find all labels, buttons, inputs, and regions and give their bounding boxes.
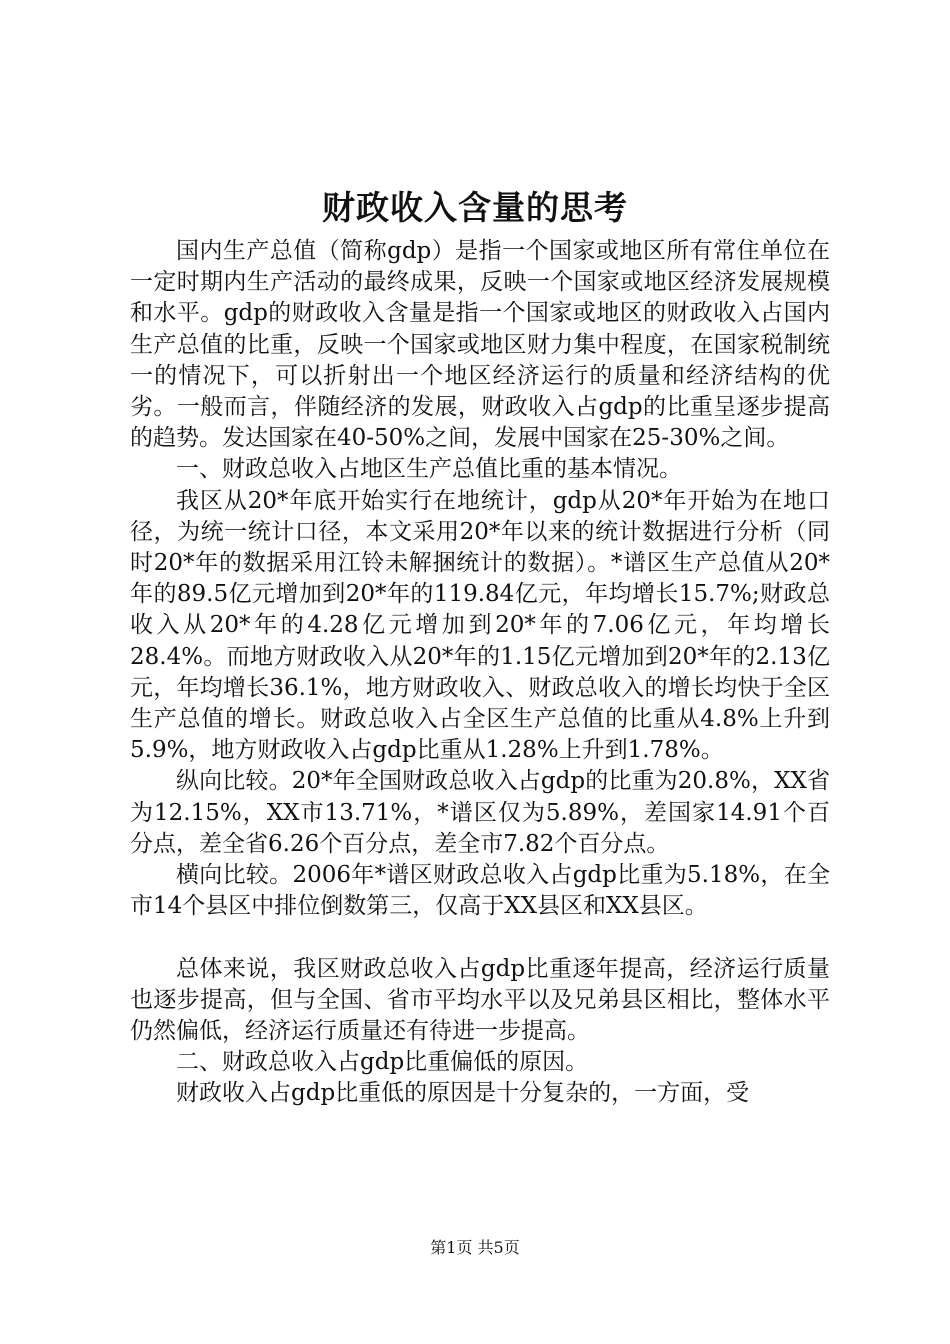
paragraph-vertical-comparison: 纵向比较。20*年全国财政总收入占gdp的比重为20.8%，XX省为12.15%，XX市13.71%，*谱区仅为5.89%，差国家14.91个百分点，差全省6.26个百分点，差全市7.82个百分点。: [130, 768, 830, 857]
section-heading-1: 一、财政总收入占地区生产总值比重的基本情况。: [176, 456, 682, 483]
paragraph-intro: 国内生产总值（简称gdp）是指一个国家或地区所有常住单位在一定时期内生产活动的最终成果，反映一个国家或地区经济发展规模和水平。gdp的财政收入含量是指一个国家或地区的财政收入占国内生产总值的比重，反映一个国家或地区财力集中程度，在国家税制统一的情况下，可以折射出一个地区经济运行的质量和经济结构的优劣。一般而言，伴随经济的发展，财政收入占gdp的比重呈逐步提高的趋势。发达国家在40-50%之间，发展中国家在25-30%之间。: [130, 238, 830, 452]
section-heading-2: 二、财政总收入占gdp比重偏低的原因。: [176, 1049, 589, 1076]
document-title: 财政收入含量的思考: [322, 188, 628, 227]
paragraph-causes: 财政收入占gdp比重低的原因是十分复杂的，一方面，受: [176, 1080, 750, 1107]
paragraph-statistics: 我区从20*年底开始实行在地统计，gdp从20*年开始为在地口径，为统一统计口径，本文采用20*年以来的统计数据进行分析（同时20*年的数据采用江铃未解捆统计的数据）。*谱区生产总值从20*年的89.5亿元增加到20*年的119.84亿元，年均增长15.7%;财政总收入从20*年的4.28亿元增加到20*年的7.06亿元，年均增长28.4%。而地方财政收入从20*年的1.15亿元增加到20*年的2.13亿元，年均增长36.1%，地方财政收入、财政总收入的增长均快于全区生产总值的增长。财政总收入占全区生产总值的比重从4.8%上升到5.9%，地方财政收入占gdp比重从1.28%上升到1.78%。: [130, 487, 830, 764]
document-body: [130, 236, 830, 1110]
paragraph-horizontal-comparison: 横向比较。2006年*谱区财政总收入占gdp比重为5.18%，在全市14个县区中排位倒数第三，仅高于XX县区和XX县区。: [130, 862, 830, 920]
blank-line: [130, 922, 830, 953]
paragraph-summary: 总体来说，我区财政总收入占gdp比重逐年提高，经济运行质量也逐步提高，但与全国、省市平均水平以及兄弟县区相比，整体水平仍然偏低，经济运行质量还有待进一步提高。: [130, 955, 830, 1045]
page-footer: 第1页 共5页: [430, 1238, 520, 1257]
